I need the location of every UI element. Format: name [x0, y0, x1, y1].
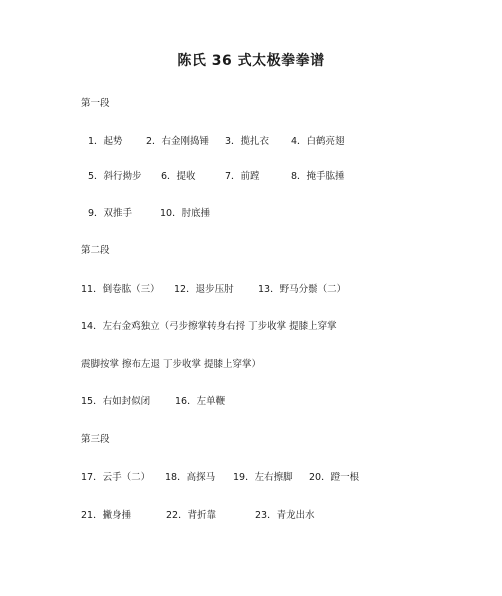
- form-item-7: 7．前蹚: [225, 171, 260, 182]
- form-item-5: 5．斜行拗步: [88, 171, 142, 182]
- form-item-19: 19．左右擦脚: [233, 472, 293, 483]
- form-item-20: 20．蹬一根: [309, 472, 360, 483]
- form-item-14: 14．左右金鸡独立（弓步擦掌转身右捋 丁步收掌 提膝上穿掌: [81, 321, 337, 332]
- form-item-14-continued: 震脚按掌 擦布左退 丁步收掌 提膝上穿掌）: [81, 359, 262, 370]
- form-item-23: 23．青龙出水: [255, 510, 315, 521]
- form-item-17: 17．云手（二）: [81, 472, 151, 483]
- form-item-13: 13．野马分鬃（二）: [258, 284, 347, 295]
- section-heading-3: 第三段: [81, 434, 110, 445]
- form-item-16: 16．左单鞭: [175, 396, 226, 407]
- form-item-12: 12．退步压肘: [174, 284, 234, 295]
- form-item-1: 1．起势: [88, 136, 123, 147]
- document-title: 陈氏 36 式太极拳拳谱: [177, 53, 325, 69]
- form-item-18: 18．高探马: [165, 472, 216, 483]
- form-item-9: 9．双推手: [88, 208, 133, 219]
- form-item-15: 15．右如封似闭: [81, 396, 151, 407]
- form-item-8: 8．掩手肱捶: [291, 171, 345, 182]
- form-item-2: 2．右金刚捣锤: [146, 136, 210, 147]
- form-item-21: 21．撇身捶: [81, 510, 132, 521]
- section-heading-2: 第二段: [81, 245, 110, 256]
- section-heading-1: 第一段: [81, 98, 110, 109]
- form-item-4: 4．白鹤亮翅: [291, 136, 345, 147]
- form-item-11: 11．倒卷肱（三）: [81, 284, 160, 295]
- form-item-10: 10．肘底捶: [160, 208, 211, 219]
- form-item-6: 6．提收: [161, 171, 196, 182]
- form-item-22: 22．背折靠: [166, 510, 217, 521]
- form-item-3: 3．揽扎衣: [225, 136, 270, 147]
